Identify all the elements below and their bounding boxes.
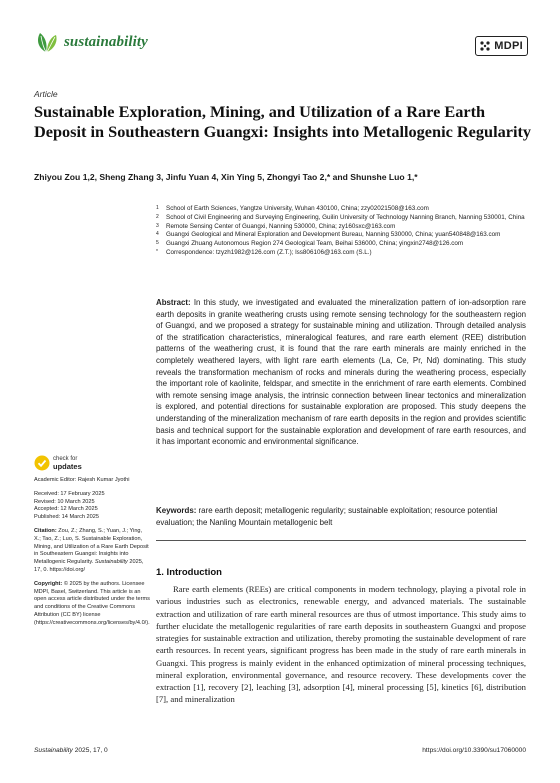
check-updates-line1: check for (53, 456, 78, 462)
affiliation-number: 1 (156, 205, 159, 211)
author-list: Zhiyou Zou 1,2, Sheng Zhang 3, Jinfu Yuan 4, Xin Ying 5, Zhongyi Tao 2,* and Shunshe Luo 1,* (34, 172, 418, 182)
affiliation-text: School of Civil Engineering and Surveying Engineering, Guilin University of Technology Nanning Branch, Nanning 530001, China (166, 213, 525, 221)
affiliation-text: Correspondence: tzyzh1982@126.com (Z.T.); lss806106@163.com (S.L.) (166, 248, 372, 256)
affiliation-text: Remote Sensing Center of Guangxi, Nanning 530000, China; zy160sxc@163.com (166, 222, 396, 230)
affiliation-number: 2 (156, 213, 159, 220)
check-updates-icon (34, 455, 50, 471)
publisher-name: MDPI (494, 40, 523, 52)
footer-journal: Sustainability (34, 747, 73, 754)
section-heading: 1. Introduction (156, 567, 222, 578)
article-type: Article (34, 89, 58, 99)
keywords-label: Keywords: (156, 506, 197, 515)
date-revised: Revised: 10 March 2025 (34, 498, 95, 505)
journal-name: sustainability (64, 33, 148, 50)
academic-editor: Academic Editor: Rajesh Kumar Jyothi (34, 477, 130, 483)
date-accepted: Accepted: 12 March 2025 (34, 506, 98, 513)
affiliation-item (156, 240, 526, 249)
citation-text: Zou, Z.; Zhang, S.; Yuan, J.; Ying, X.; Tao, Z.; Luo, S. Sustainable Exploration, Mining, and Utilization of a Rare Earth Deposit in Southeastern Guangxi: Insights into Metallogenic Regularity. (34, 527, 149, 566)
copyright-block (34, 581, 150, 628)
affiliations (156, 205, 526, 258)
abstract (156, 297, 526, 448)
introduction-paragraph: Rare earth elements (REEs) are critical components in modern technology, playing a pivotal role in various industries such as electronics, renewable energy, and advanced materials. The sustainable extraction and utilization of rare earth mineral resources are thus of utmost importance. This study aims to further elucidate the metallogenic regularities of rare earth deposits in southeastern Guangxi and propose strategies for sustainable extraction and utilization, thereby promoting the sustainable development of rare earth resources. In recent years, significant progress has been made in the study of rare earth minerals in Guangxi. This progress is mainly evident in the enhanced optimization of mineral processing techniques, mineral exploration, environmental governance, and resource recovery. These developments cover the extraction [1], recovery [2], leaching [3], adsorption [4], mineral processing [5], kinetics [6], distribution [7], and mineralization (156, 584, 526, 705)
check-updates-badge[interactable] (34, 455, 150, 471)
affiliation-number: 5 (156, 240, 159, 247)
copyright-text: © 2025 by the authors. Licensee MDPI, Basel, Switzerland. This article is an open access article distributed under the terms and conditions of the Creative Commons Attribution (CC BY) license (https://creativecommons.org/licenses/by/4.0/). (34, 580, 150, 626)
affiliation-item (156, 249, 526, 258)
date-received: Received: 17 February 2025 (34, 490, 105, 497)
affiliation-text: School of Earth Sciences, Yangtze University, Wuhan 430100, China; zzy02021508@163.com (166, 205, 429, 212)
article-title: Sustainable Exploration, Mining, and Utilization of a Rare Earth Deposit in Southeastern Guangxi: Insights into Metallogenic Regularity (34, 102, 532, 141)
citation-tail[interactable]: 2025, 17, 0. https://doi.org/ (34, 559, 144, 573)
citation-journal: Sustainability (94, 559, 128, 566)
footer-citation (34, 747, 108, 754)
section-divider (156, 540, 526, 541)
affiliation-number: * (156, 248, 158, 255)
footer-volume: 2025, 17, 0 (74, 747, 108, 754)
footer-doi[interactable]: https://doi.org/10.3390/su17060000 (422, 747, 526, 754)
abstract-text: In this study, we investigated and evaluated the mineralization pattern of ion-adsorption rare earth deposits in granite weathering crusts using remote sensing technology for the southeastern region of Guangxi, and we proposed a strategy for sustainable mining and utilization. Through detailed analysis of the stratification characteristics, mineralogical features, and rare earth element (REE) distribution patterns of the weathering crust, it is found that the rare earth minerals are mainly enriched in the completely weathered layers, with light rare earth elements (La, Ce, Pr, Nd) dominating. This study reveals the transformation mechanism of rocks and minerals during the weathering process, especially the important role of kaolinite, feldspar, and smectite in the enrichment of rare earth elements. Combined with remote sensing image analysis, the intrinsic connection between linear tectonics and mineralization is explored, and potential directions for sustainable exploration are proposed. This study deepens the understanding of the mineralization mechanism of rare earth deposits in the region and provides scientific basis and technical support for the sustainable exploration and development of rare earth resources, and it has important economic and environmental significance. (156, 298, 526, 447)
affiliation-item (156, 231, 526, 240)
mdpi-mark-icon (479, 40, 491, 52)
affiliation-item (156, 214, 526, 223)
citation-label: Citation: (34, 527, 57, 534)
abstract-label: Abstract: (156, 298, 191, 307)
dates-block (34, 491, 150, 522)
citation-block (34, 528, 150, 575)
keywords-text: rare earth deposit; metallogenic regularity; sustainable exploitation; resource potential evaluation; the Nanling Mountain metallogenic belt (156, 506, 498, 527)
journal-logo (34, 30, 148, 54)
leaf-icon (34, 30, 60, 54)
keywords (156, 505, 526, 528)
date-published: Published: 14 March 2025 (34, 514, 99, 521)
copyright-label: Copyright: (34, 580, 63, 587)
check-updates-line2: updates (53, 462, 82, 471)
affiliation-text: Guangxi Zhuang Autonomous Region 274 Geological Team, Beihai 536000, China; yingxin2748@126.com (166, 240, 464, 248)
page-header (34, 30, 528, 64)
affiliation-item (156, 223, 526, 232)
sidebar (34, 455, 150, 634)
affiliation-item (156, 205, 526, 214)
affiliation-number: 3 (156, 222, 159, 229)
affiliation-text: Guangxi Geological and Mineral Exploration and Development Bureau, Nanning 530000, China; yuan540848@163.com (166, 231, 501, 239)
publisher-logo (475, 36, 528, 56)
affiliation-number: 4 (156, 231, 159, 238)
